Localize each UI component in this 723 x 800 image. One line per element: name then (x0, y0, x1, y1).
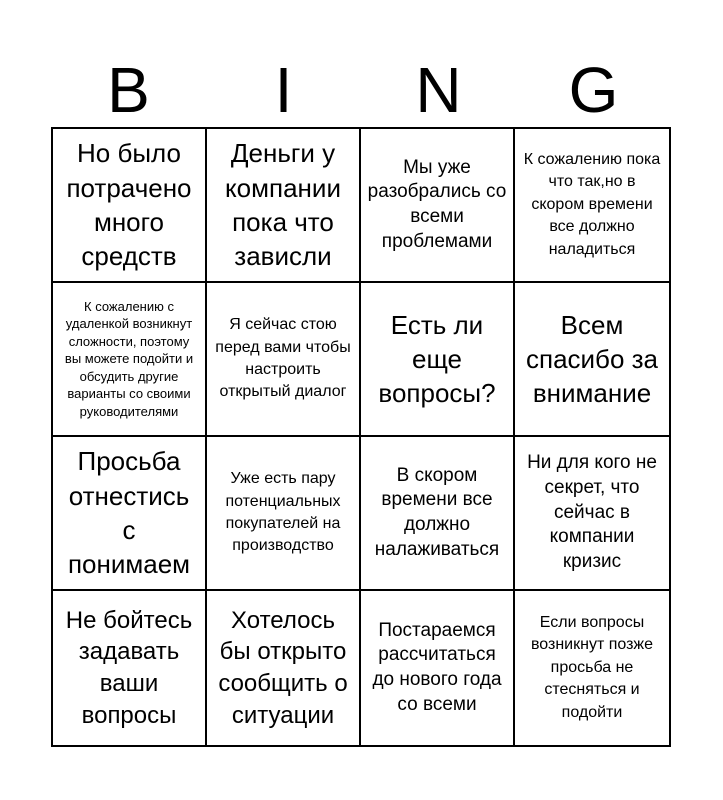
bingo-cell-r1c4[interactable] (515, 129, 669, 283)
cell-text: Если вопросы возникнут позже просьба не стесняться и подойти (530, 614, 654, 721)
bingo-cell-r3c4[interactable] (515, 437, 669, 591)
cell-text: Всем спасибо за внимание (525, 309, 659, 409)
header-letter-i: I (274, 54, 293, 126)
cell-text: Уже есть пару потенциальных покупателей на производство (225, 470, 341, 555)
bingo-cell-r2c2[interactable] (207, 283, 361, 437)
header-letter-b: B (107, 54, 150, 126)
bingo-cell-r1c2[interactable] (207, 129, 361, 283)
bingo-cell-r2c1[interactable] (53, 283, 207, 437)
header-letter-n: N (415, 54, 462, 126)
cell-text: Но было потрачено много средств (66, 138, 192, 272)
bingo-cell-r4c1[interactable] (53, 591, 207, 745)
cell-text: Есть ли еще вопросы? (378, 309, 496, 409)
bingo-cell-r2c3[interactable] (361, 283, 515, 437)
bingo-cell-r1c1[interactable] (53, 129, 207, 283)
cell-text: Постараемся рассчитаться до нового года со всеми (372, 619, 502, 715)
bingo-cell-r3c2[interactable] (207, 437, 361, 591)
bingo-cell-r4c4[interactable] (515, 591, 669, 745)
bingo-cell-r3c3[interactable] (361, 437, 515, 591)
bingo-cell-r1c3[interactable] (361, 129, 515, 283)
cell-text: В скором времени все должно налаживаться (374, 464, 500, 560)
bingo-header (51, 52, 671, 128)
cell-text: Мы уже разобрались со всеми проблемами (367, 156, 507, 252)
cell-text: К сожалению с удаленкой возникнут сложности, поэтому вы можете подойти и обсудить другие варианты со своими руководителями (64, 298, 194, 419)
bingo-cell-r4c3[interactable] (361, 591, 515, 745)
bingo-cell-r3c1[interactable] (53, 437, 207, 591)
cell-text: Ни для кого не секрет, что сейчас в компании кризис (527, 452, 657, 573)
cell-text: Я сейчас стою перед вами чтобы настроить открытый диалог (215, 316, 351, 401)
cell-text: Просьба отнестись с понимаем (67, 446, 191, 580)
cell-text: Хотелось бы открыто сообщить о ситуации (218, 606, 348, 729)
cell-text: Не бойтесь задавать ваши вопросы (65, 606, 193, 729)
header-letter-g: G (568, 54, 619, 126)
cell-text: Деньги у компании пока что зависли (225, 138, 341, 272)
bingo-cell-r4c2[interactable] (207, 591, 361, 745)
cell-text: К сожалению пока что так,но в скором времени все должно наладиться (523, 151, 661, 258)
bingo-board (51, 127, 671, 747)
bingo-cell-r2c4[interactable] (515, 283, 669, 437)
